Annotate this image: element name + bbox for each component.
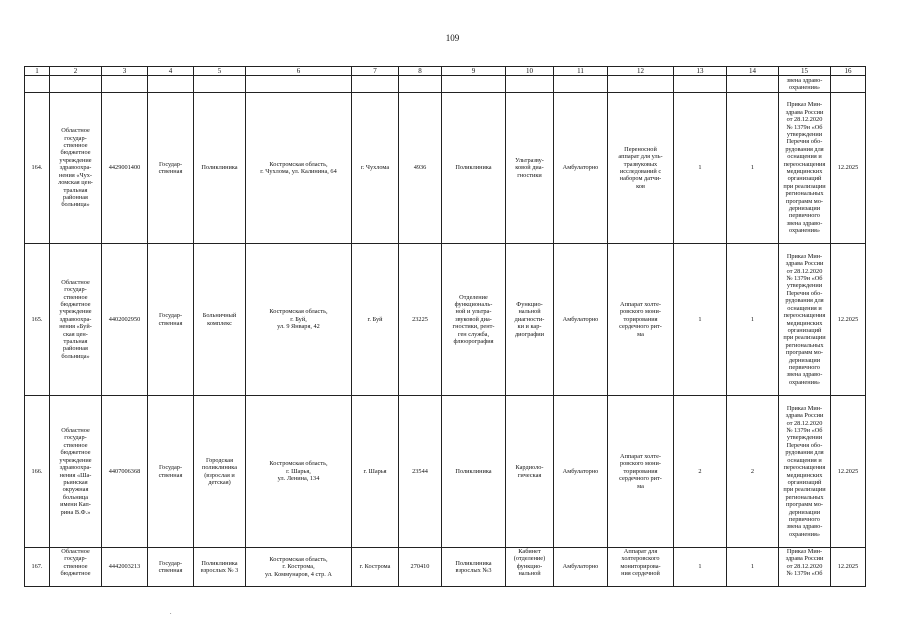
- continuation-row: [25, 76, 866, 93]
- date-cell: 12.2025: [831, 548, 866, 587]
- column-number: 10: [506, 67, 554, 76]
- ownership-cell: Государ- ственная: [148, 244, 194, 396]
- column-number: 8: [399, 67, 442, 76]
- organization-cell: Областное государ- ственное бюджетное: [50, 548, 102, 587]
- inn-cell: 4407006368: [102, 396, 148, 548]
- row-number: 165.: [25, 244, 50, 396]
- date-cell: 12.2025: [831, 244, 866, 396]
- quantity-cell: 1: [727, 244, 779, 396]
- column-number-row: [25, 67, 866, 76]
- facility-cell: Больничный комплекс: [194, 244, 246, 396]
- organization-cell: Областное государ- ственное бюджетное учреждение здравоохра- нения «Ша- рьинская окружная больница имени Кап- рина В.Ф.»: [50, 396, 102, 548]
- facility-cell: Городская поликлиника (взрослая и детская): [194, 396, 246, 548]
- basis-cell: Приказ Мин- здрава России от 28.12.2020 № 1379н «Об утверждении Перечня обо- рудования для оснащения и переоснащения медицинских организаций при реализации региональных программ мо- дернизации первичного звена здраво- охранения»: [779, 93, 831, 244]
- unit-cell: Поликлиника: [442, 396, 506, 548]
- equipment-cell: Переносной аппарат для уль- тразвуковых исследований с набором датчи- ков: [608, 93, 674, 244]
- bottom-mark: .: [170, 610, 172, 616]
- quantity-cell: 1: [727, 93, 779, 244]
- quantity-cell: 1: [674, 244, 727, 396]
- quantity-cell: 1: [674, 548, 727, 587]
- quantity-cell: 1: [727, 548, 779, 587]
- inn-cell: 4442003213: [102, 548, 148, 587]
- code-cell: 270410: [399, 548, 442, 587]
- department-cell: Функцио- нальной диагности- ки и кар- диографии: [506, 244, 554, 396]
- column-number: 2: [50, 67, 102, 76]
- table-row: [25, 244, 866, 396]
- row-number: 164.: [25, 93, 50, 244]
- column-number: 14: [727, 67, 779, 76]
- code-cell: 23225: [399, 244, 442, 396]
- column-number: 13: [674, 67, 727, 76]
- row-number: 166.: [25, 396, 50, 548]
- column-number: 9: [442, 67, 506, 76]
- organization-cell: Областное государ- ственное бюджетное учреждение здравоохра- нения «Чух- ломская цен- тральная районная больница»: [50, 93, 102, 244]
- unit-cell: Поликлиника: [442, 93, 506, 244]
- address-cell: Костромская область, г. Кострома, ул. Коммунаров, 4 стр. А: [246, 548, 352, 587]
- quantity-cell: 1: [674, 93, 727, 244]
- unit-cell: Отделение функциональ- ной и ультра- звуковой диа- гностики, рент- ген служба, флюорография: [442, 244, 506, 396]
- table-row: [25, 548, 866, 587]
- table-row: [25, 396, 866, 548]
- basis-cell: Приказ Мин- здрава России от 28.12.2020 № 1379н «Об утверждении Перечня обо- рудования для оснащения и переоснащения медицинских организаций при реализации региональных программ мо- дернизации первичного звена здраво- охранения»: [779, 396, 831, 548]
- ownership-cell: Государ- ственная: [148, 396, 194, 548]
- equipment-cell: Аппарат холте- ровского мони- торирования сердечного рит- ма: [608, 244, 674, 396]
- city-cell: г. Шарья: [352, 396, 399, 548]
- inn-cell: 4402002950: [102, 244, 148, 396]
- column-number: 16: [831, 67, 866, 76]
- date-cell: 12.2025: [831, 396, 866, 548]
- department-cell: Кардиоло- гическая: [506, 396, 554, 548]
- quantity-cell: 2: [727, 396, 779, 548]
- column-number: 5: [194, 67, 246, 76]
- ownership-cell: Государ- ственная: [148, 93, 194, 244]
- column-number: 12: [608, 67, 674, 76]
- basis-cell: Приказ Мин- здрава России от 28.12.2020 № 1379н «Об утверждении Перечня обо- рудования для оснащения и переоснащения медицинских организаций при реализации региональных программ мо- дернизации первичного звена здраво- охранения»: [779, 244, 831, 396]
- address-cell: Костромская область, г. Шарья, ул. Ленина, 134: [246, 396, 352, 548]
- column-number: 3: [102, 67, 148, 76]
- column-number: 4: [148, 67, 194, 76]
- column-number: 11: [554, 67, 608, 76]
- date-cell: 12.2025: [831, 93, 866, 244]
- quantity-cell: 2: [674, 396, 727, 548]
- city-cell: г. Буй: [352, 244, 399, 396]
- register-table: [24, 66, 866, 587]
- table-row: [25, 93, 866, 244]
- equipment-cell: Аппарат холте- ровского мони- торирования сердечного рит- ма: [608, 396, 674, 548]
- ownership-cell: Государ- ственная: [148, 548, 194, 587]
- mode-cell: Амбулаторно: [554, 396, 608, 548]
- mode-cell: Амбулаторно: [554, 548, 608, 587]
- city-cell: г. Кострома: [352, 548, 399, 587]
- address-cell: Костромская область, г. Чухлома, ул. Калинина, 64: [246, 93, 352, 244]
- inn-cell: 4429001400: [102, 93, 148, 244]
- organization-cell: Областное государ- ственное бюджетное учреждение здравоохра- нения «Буй- ская цен- тральная районная больница»: [50, 244, 102, 396]
- unit-cell: Поликлиника взрослых №3: [442, 548, 506, 587]
- department-cell: Кабинет (отделение) функцио- нальной: [506, 548, 554, 587]
- row-number: 167.: [25, 548, 50, 587]
- page-number: 109: [445, 33, 460, 43]
- column-number: 15: [779, 67, 831, 76]
- code-cell: 23544: [399, 396, 442, 548]
- facility-cell: Поликлиника: [194, 93, 246, 244]
- code-cell: 4936: [399, 93, 442, 244]
- address-cell: Костромская область, г. Буй, ул. 9 Января, 42: [246, 244, 352, 396]
- mode-cell: Амбулаторно: [554, 93, 608, 244]
- facility-cell: Поликлиника взрослых № 3: [194, 548, 246, 587]
- basis-cell: Приказ Мин- здрава России от 28.12.2020 № 1379н «Об: [779, 548, 831, 587]
- mode-cell: Амбулаторно: [554, 244, 608, 396]
- department-cell: Ультразву- ковой диа- гностики: [506, 93, 554, 244]
- column-number: 7: [352, 67, 399, 76]
- equipment-cell: Аппарат для холтеровского мониторирова- ния сердечной: [608, 548, 674, 587]
- column-number: 6: [246, 67, 352, 76]
- column-number: 1: [25, 67, 50, 76]
- city-cell: г. Чухлома: [352, 93, 399, 244]
- basis-cell: звена здраво- охранения»: [779, 76, 831, 93]
